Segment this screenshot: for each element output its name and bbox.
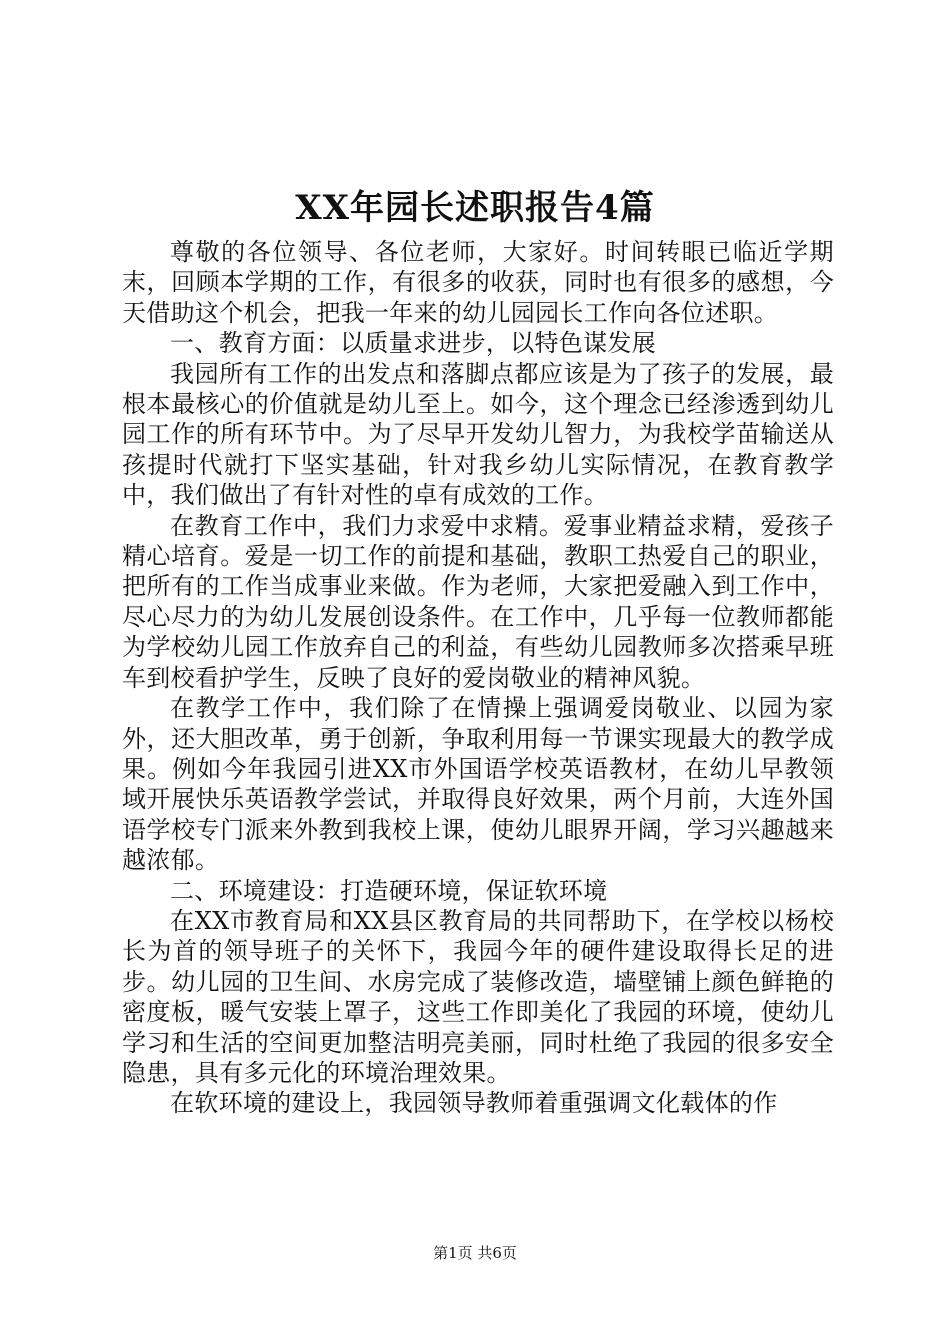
paragraph-education-goal: 我园所有工作的出发点和落脚点都应该是为了孩子的发展，最根本最核心的价值就是幼儿至上。如今，这个理念已经渗透到幼儿园工作的所有环节中。为了尽早开发幼儿智力，为我校学苗输送从孩提时代就打下坚实基础，针对我乡幼儿实际情况，在教育教学中，我们做出了有针对性的卓有成效的工作。: [122, 359, 834, 510]
document-body: [122, 237, 834, 1119]
paragraph-hard-environment: 在XX市教育局和XX县区教育局的共同帮助下，在学校以杨校长为首的领导班子的关怀下，我园今年的硬件建设取得长足的进步。幼儿园的卫生间、水房完成了装修改造，墙壁铺上颜色鲜艳的密度板，暖气安装上罩子，这些工作即美化了我园的环境，使幼儿学习和生活的空间更加整洁明亮美丽，同时杜绝了我园的很多安全隐患，具有多元化的环境治理效果。: [122, 906, 834, 1087]
section-heading-environment: 二、环境建设：打造硬环境，保证软环境: [170, 876, 608, 905]
paragraph-education-work: 在教育工作中，我们力求爱中求精。爱事业精益求精，爱孩子精心培育。爱是一切工作的前提和基础，教职工热爱自己的职业，把所有的工作当成事业来做。作为老师，大家把爱融入到工作中，尽心尽力的为幼儿发展创设条件。在工作中，几乎每一位教师都能为学校幼儿园工作放弃自己的利益，有些幼儿园教师多次搭乘早班车到校看护学生，反映了良好的爱岗敬业的精神风貌。: [122, 511, 834, 692]
document-title: XX年园长述职报告4篇: [295, 188, 655, 228]
section-heading-education: 一、教育方面：以质量求进步，以特色谋发展: [170, 329, 656, 358]
paragraph-greeting: 尊敬的各位领导、各位老师，大家好。时间转眼已临近学期末，回顾本学期的工作，有很多的收获，同时也有很多的感想，今天借助这个机会，把我一年来的幼儿园园长工作向各位述职。: [122, 238, 834, 327]
paragraph-soft-environment: 在软环境的建设上，我园领导教师着重强调文化载体的作: [170, 1089, 778, 1118]
paragraph-teaching-work: 在教学工作中，我们除了在情操上强调爱岗敬业、以园为家外，还大胆改革，勇于创新，争取利用每一节课实现最大的教学成果。例如今年我园引进XX市外国语学校英语教材，在幼儿早教领域开展快乐英语教学尝试，并取得良好效果，两个月前，大连外国语学校专门派来外教到我校上课，使幼儿眼界开阔，学习兴趣越来越浓郁。: [122, 694, 834, 875]
page-number-footer: 第1页 共6页: [433, 1244, 517, 1262]
